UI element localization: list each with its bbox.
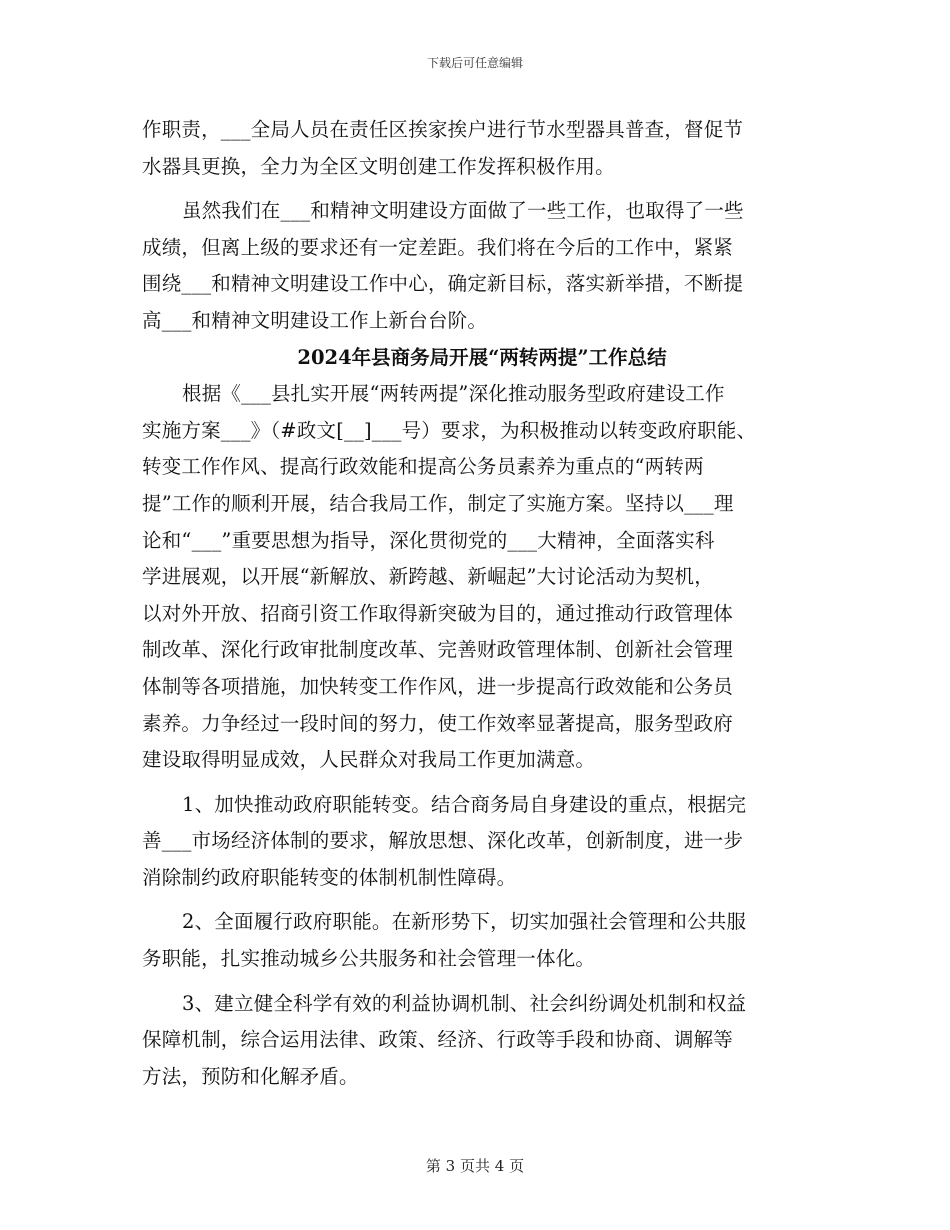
text-line: 转变工作作风、提高行政效能和提高公务员素养为重点的“两转两 (142, 455, 704, 479)
paragraph (142, 376, 822, 779)
text-line: 善___市场经济体制的要求，解放思想、深化改革，创新制度，进一步 (142, 829, 744, 853)
text-line: 作职责，___全局人员在责任区挨家挨户进行节水型器具普查，督促节 (142, 118, 744, 141)
text-line: 制改革、深化行政审批制度改革、完善财政管理体制、创新社会管理 (142, 638, 734, 662)
text-line: 高___和精神文明建设工作上新台台阶。 (142, 308, 488, 332)
text-line: 虽然我们在___和精神文明建设方面做了一些工作，也取得了一些 (182, 199, 744, 223)
text-line: 成绩，但离上级的要求还有一定差距。我们将在今后的工作中，紧紧 (142, 235, 734, 259)
text-line: 围绕___和精神文明建设工作中心，确定新目标，落实新举措，不断提 (142, 272, 744, 296)
text-line: 论和“___”重要思想为指导，深化贯彻党的___大精神，全面落实科 (142, 528, 715, 552)
text-line: 学进展观，以开展“新解放、新跨越、新崛起”大讨论活动为契机， (142, 565, 714, 589)
text-line: 务职能，扎实推动城乡公共服务和社会管理一体化。 (142, 947, 596, 971)
text-line: 体制等各项措施，加快转变工作作风，进一步提高行政效能和公务员 (142, 674, 734, 698)
text-line: 建设取得明显成效，人民群众对我局工作更加满意。 (142, 748, 596, 772)
text-line: 消除制约政府职能转变的体制机制性障碍。 (142, 865, 517, 889)
text-line: 水器具更换，全力为全区文明创建工作发挥积极作用。 (142, 154, 615, 178)
section-title: 2024年县商务局开展“两转两提”工作总结 (297, 345, 667, 369)
paragraph (142, 904, 822, 977)
text-line: 方法，预防和化解矛盾。 (142, 1064, 359, 1088)
paragraph (142, 787, 822, 897)
paragraph (142, 986, 822, 1096)
text-line: 3、建立健全科学有效的利益协调机制、社会纠纷调处机制和权益 (182, 991, 747, 1015)
text-line: 保障机制，综合运用法律、政策、经济、行政等手段和协商、调解等 (142, 1028, 734, 1052)
paragraph (142, 112, 822, 185)
text-line: 实施方案___》（#政文[__]___号）要求，为积极推动以转变政府职能、 (142, 418, 757, 442)
text-line: 素养。力争经过一段时间的努力，使工作效率显著提高，服务型政府 (142, 711, 734, 735)
text-line: 2、全面履行政府职能。在新形势下，切实加强社会管理和公共服 (182, 910, 747, 934)
paragraph (142, 193, 822, 339)
text-line: 根据《___县扎实开展“两转两提”深化推动服务型政府建设工作 (182, 382, 725, 406)
text-line: 1、加快推动政府职能转变。结合商务局自身建设的重点，根据完 (182, 792, 747, 816)
text-line: 提”工作的顺利开展，结合我局工作，制定了实施方案。坚持以___理 (142, 491, 734, 515)
document-body (142, 112, 822, 1095)
text-line: 以对外开放、招商引资工作取得新突破为目的，通过推动行政管理体 (142, 601, 734, 625)
page-footer: 第 3 页共 4 页 (425, 1157, 525, 1175)
page-header: 下载后可任意编辑 (426, 56, 523, 70)
